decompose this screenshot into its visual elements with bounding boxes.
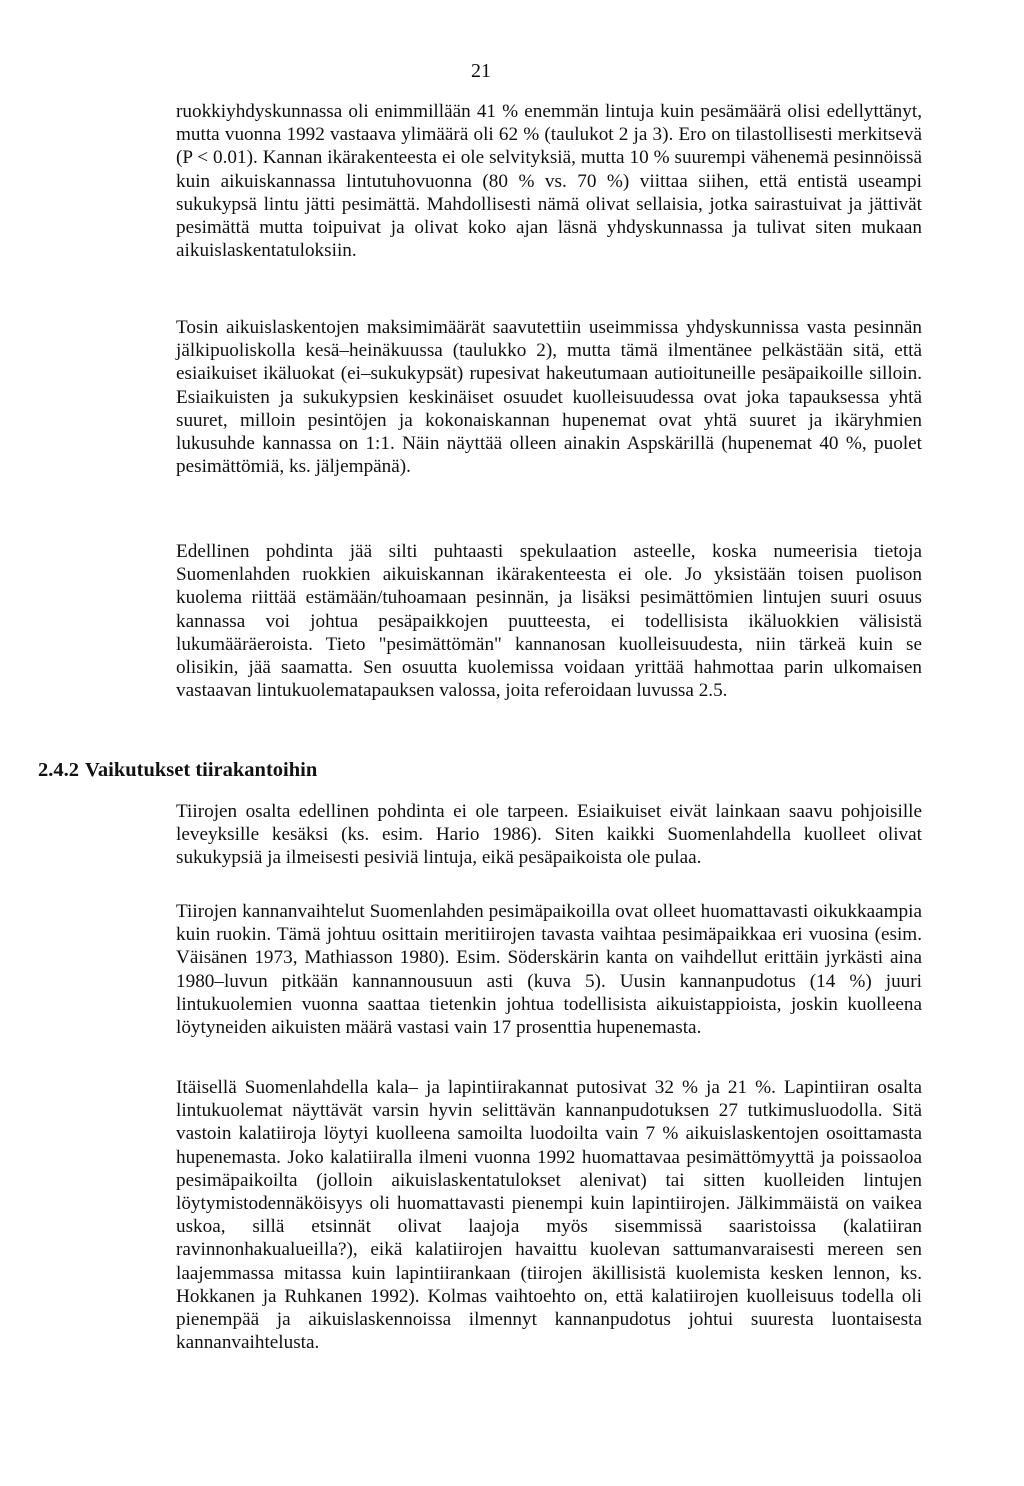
paragraph-adult-census-maxima: Tosin aikuislaskentojen maksimimäärät saavutettiin useimmissa yhdyskunnissa vasta pesinnän jälkipuoliskolla kesä–heinäkuussa (taulukko 2), mutta tämä ilmentänee pelkästään sitä, että esiaikuiset ikäluokat (ei–sukukypsät) rupesivat hakeutumaan autioituneille pesäpaikoille silloin. Esiaikuisten ja sukukypsien keskinäiset osuudet kuolleisuudessa ovat joka tapauksessa yhtä suuret, milloin pesintöjen ja kokonaiskannan hupenemat ovat yhtä suuret ja ikäryhmien lukusuhde kannassa on 1:1. Näin näyttää olleen ainakin Aspskärillä (hupenemat 40 %, puolet pesimättömiä, ks. jäljempänä). (176, 317, 922, 478)
paragraph-eastern-gulf-terns: Itäisellä Suomenlahdella kala– ja lapintiirakannat putosivat 32 % ja 21 %. Lapintiiran osalta lintukuolemat näyttävät varsin hyvin selittävän kannanpudotuksen 27 tutkimusluodolla. Sitä vastoin kalatiiroja löytyi kuolleena samoilta luodoilta vain 7 % aikuislaskentojen osoittamasta hupenemasta. Joko kalatiiralla ilmeni vuonna 1992 huomattavaa pesimättömyyttä ja poissaoloa pesimäpaikoilta (jolloin aikuislaskentatulokset alenivat) tai sitten kuolleiden lintujen löytymistodennäköisyys oli huomattavasti pienempi kuin lapintiirojen. Jälkimmäistä on vaikea uskoa, sillä etsinnät olivat laajoja myös sisemmissä saaristoissa (kalatiiran ravinnonhakualueilla?), eikä kalatiirojen havaittu kuolevan sattumanvaraisesti mereen sen laajemmassa mitassa kuin lapintiirankaan (tiirojen äkillisistä kuolemista kesken lennon, ks. Hokkanen ja Ruhkanen 1992). Kolmas vaihtoehto on, että kalatiirojen kuolleisuus todella oli pienempää ja aikuislaskennoissa ilmennyt kannanpudotus johtui suuresta luontaisesta kannanvaihtelusta. (176, 1077, 922, 1354)
paragraph-adult-census-surplus: ruokkiyhdyskunnassa oli enimmillään 41 % enemmän lintuja kuin pesämäärä olisi edellyttänyt, mutta vuonna 1992 vastaava ylimäärä oli 62 % (taulukot 2 ja 3). Ero on tilastollisesti merkitsevä (P < 0.01). Kannan ikärakenteesta ei ole selvityksiä, mutta 10 % suurempi vähenemä pesinnöissä kuin aikuiskannassa lintutuhovuonna (80 % vs. 70 %) viittaa siihen, että entistä useampi sukukypsä lintu jätti pesimättä. Mahdollisesti nämä olivat sellaisia, jotka sairastuivat ja jättivät pesimättä mutta toipuivat ja olivat koko ajan läsnä yhdyskunnassa ja tulivat siten mukaan aikuislaskentatuloksiin. (176, 101, 922, 262)
section-title: Vaikutukset tiirakantoihin (85, 759, 318, 781)
section-heading (38, 759, 317, 782)
page-number: 21 (471, 60, 491, 82)
paragraph-speculation: Edellinen pohdinta jää silti puhtaasti spekulaation asteelle, koska numeerisia tietoja Suomenlahden ruokkien aikuiskannan ikärakenteesta ei ole. Jo yksistään toisen puolison kuolema riittää estämään/tuhoamaan pesinnän, ja lisäksi pesimättömien lintujen suuri osuus kannassa voi johtua pesäpaikkojen puutteesta, ei todellisista ikäluokkien välisistä lukumääräeroista. Tieto "pesimättömän" kannanosan kuolleisuudesta, niin tärkeä kuin se olisikin, jää saamatta. Sen osuutta kuolemissa voidaan yrittää hahmottaa parin ulkomaisen vastaavan lintukuolematapauksen valossa, joita referoidaan luvussa 2.5. (176, 541, 922, 702)
paragraph-tern-overview: Tiirojen osalta edellinen pohdinta ei ole tarpeen. Esiaikuiset eivät lainkaan saavu pohjoisille leveyksille kesäksi (ks. esim. Hario 1986). Siten kaikki Suomenlahdella kuolleet olivat sukukypsiä ja ilmeisesti pesiviä lintuja, eikä pesäpaikoista ole pulaa. (176, 801, 922, 869)
paragraph-tern-population-fluctuations: Tiirojen kannanvaihtelut Suomenlahden pesimäpaikoilla ovat olleet huomattavasti oikukkaampia kuin ruokin. Tämä johtuu osittain meritiirojen tavasta vaihtaa pesimäpaikkaa eri vuosina (esim. Väisänen 1973, Mathiasson 1980). Esim. Söderskärin kanta on vaihdellut erittäin jyrkästi aina 1980–luvun pitkään kannannousuun asti (kuva 5). Uusin kannanpudotus (14 %) juuri lintukuolemien vuonna saattaa tietenkin johtua todellisista aikuistappioista, joskin kuolleena löytyneiden aikuisten määrä vastasi vain 17 prosenttia hupenemasta. (176, 901, 922, 1039)
section-number: 2.4.2 (38, 759, 79, 781)
